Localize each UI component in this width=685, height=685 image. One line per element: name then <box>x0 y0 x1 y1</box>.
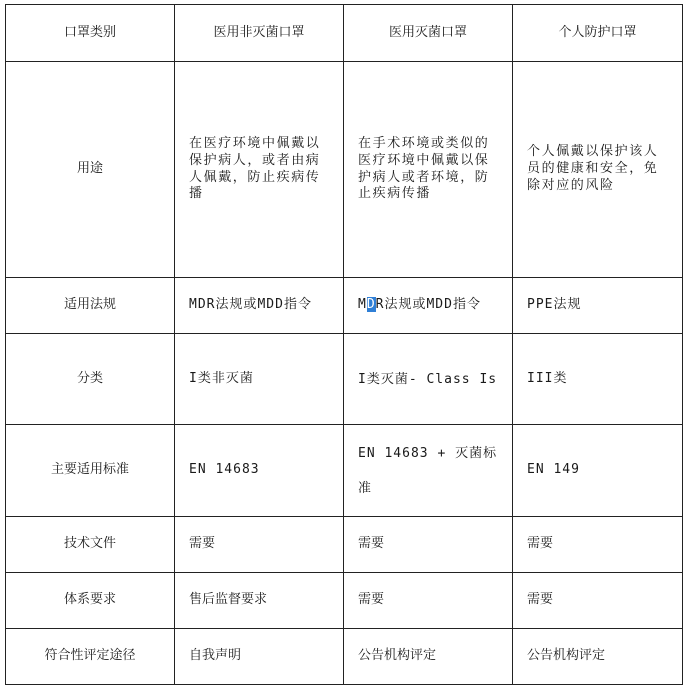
cell-regulation-ppe: PPE法规 <box>513 278 683 334</box>
cell-techfile-ppe: 需要 <box>513 517 683 573</box>
cell-standard-nonsterile: EN 14683 <box>175 425 344 517</box>
text-after-selection: R法规或MDD指令 <box>375 297 481 313</box>
cell-standard-ppe: EN 149 <box>513 425 683 517</box>
cell-use-ppe: 个人佩戴以保护该人员的健康和安全，免除对应的风险 <box>513 62 683 278</box>
row-label-classification: 分类 <box>6 334 175 425</box>
cell-use-sterile: 在手术环境或类似的医疗环境中佩戴以保护病人或者环境，防止疾病传播 <box>344 62 513 278</box>
cell-route-nonsterile: 自我声明 <box>175 629 344 685</box>
table-row-conformity-route <box>6 629 683 685</box>
cell-system-ppe: 需要 <box>513 573 683 629</box>
table-row-system-requirement <box>6 573 683 629</box>
table-row-regulation <box>6 278 683 334</box>
cell-regulation-sterile[interactable] <box>344 278 513 334</box>
text-selection-highlight[interactable]: D <box>366 297 376 313</box>
cell-system-sterile: 需要 <box>344 573 513 629</box>
table-row-classification <box>6 334 683 425</box>
cell-techfile-nonsterile: 需要 <box>175 517 344 573</box>
cell-route-sterile: 公告机构评定 <box>344 629 513 685</box>
row-label-system-requirement: 体系要求 <box>6 573 175 629</box>
cell-class-ppe: III类 <box>513 334 683 425</box>
table-row-technical-file <box>6 517 683 573</box>
cell-techfile-sterile: 需要 <box>344 517 513 573</box>
table-row-use <box>6 62 683 278</box>
cell-standard-sterile: EN 14683 + 灭菌标准 <box>344 425 513 517</box>
text-before-selection: M <box>358 297 367 313</box>
row-label-conformity-route: 符合性评定途径 <box>6 629 175 685</box>
row-label-regulation: 适用法规 <box>6 278 175 334</box>
header-medical-sterile: 医用灭菌口罩 <box>344 5 513 62</box>
header-personal-protective: 个人防护口罩 <box>513 5 683 62</box>
row-label-technical-file: 技术文件 <box>6 517 175 573</box>
cell-use-nonsterile: 在医疗环境中佩戴以保护病人，或者由病人佩戴，防止疾病传播 <box>175 62 344 278</box>
cell-route-ppe: 公告机构评定 <box>513 629 683 685</box>
header-mask-category: 口罩类别 <box>6 5 175 62</box>
cell-regulation-nonsterile: MDR法规或MDD指令 <box>175 278 344 334</box>
cell-system-nonsterile: 售后监督要求 <box>175 573 344 629</box>
header-medical-nonsterile: 医用非灭菌口罩 <box>175 5 344 62</box>
header-row <box>6 5 683 62</box>
row-label-use: 用途 <box>6 62 175 278</box>
table-row-standards <box>6 425 683 517</box>
cell-class-sterile: I类灭菌- Class Is <box>344 334 513 425</box>
cell-class-nonsterile: I类非灭菌 <box>175 334 344 425</box>
row-label-standards: 主要适用标准 <box>6 425 175 517</box>
mask-comparison-table <box>5 4 683 685</box>
